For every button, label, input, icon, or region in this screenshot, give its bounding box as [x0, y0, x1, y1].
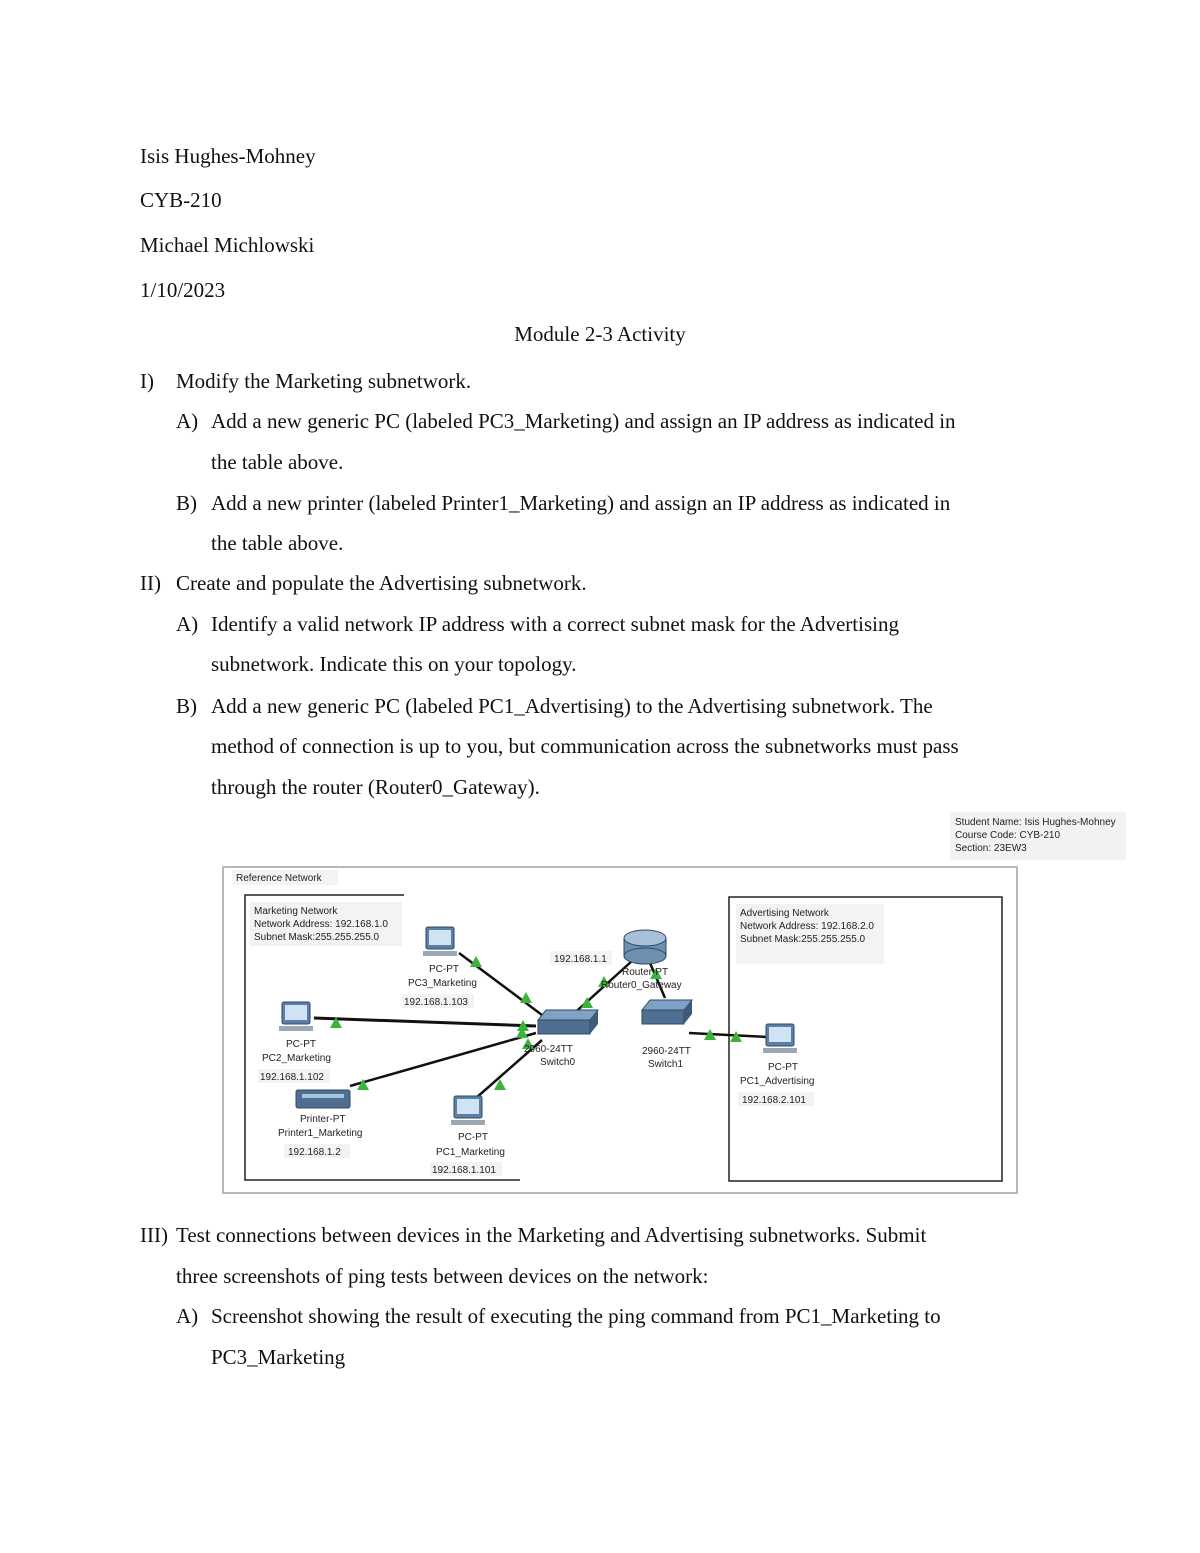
section-iii-a-line1: Screenshot showing the result of executing the ping command from PC1_Marketing to: [211, 1304, 941, 1328]
date: 1/10/2023: [140, 278, 226, 302]
router-type: Router-PT: [622, 967, 669, 978]
course-code: CYB-210: [140, 188, 222, 212]
printer-ip: 192.168.1.2: [288, 1147, 341, 1158]
switch1-icon: [642, 1000, 692, 1024]
cable-pc2-switch0: [314, 1018, 536, 1026]
section-iii-line2: three screenshots of ping tests between devices on the network:: [176, 1264, 709, 1288]
pc3-type: PC-PT: [429, 964, 459, 975]
pcadv-name: PC1_Advertising: [740, 1076, 815, 1087]
pcadv-type: PC-PT: [768, 1062, 798, 1073]
router-name: Router0_Gateway: [601, 980, 682, 991]
section-i-a-line2: the table above.: [211, 450, 344, 474]
student-info-name: Student Name: Isis Hughes-Mohney: [955, 817, 1116, 828]
section-ii-b-label: B): [176, 694, 197, 718]
section-ii-label: II): [140, 571, 161, 595]
student-info-course: Course Code: CYB-210: [955, 830, 1061, 841]
topology-svg: [224, 868, 1016, 1192]
advertising-subnet-mask: Subnet Mask:255.255.255.0: [740, 934, 866, 945]
page-title: Module 2-3 Activity: [514, 322, 686, 346]
pc2-type: PC-PT: [286, 1039, 316, 1050]
section-i-a-label: A): [176, 409, 199, 433]
section-ii-b-line1: Add a new generic PC (labeled PC1_Advertising) to the Advertising subnetwork. The: [211, 694, 933, 718]
section-ii-a-label: A): [176, 612, 199, 636]
student-name: Isis Hughes-Mohney: [140, 144, 316, 168]
reference-network-label: Reference Network: [236, 873, 322, 884]
pc1-advertising-icon: [763, 1024, 797, 1053]
section-i-a-line1: Add a new generic PC (labeled PC3_Marketing) and assign an IP address as indicated in: [211, 409, 956, 433]
pc1-ip: 192.168.1.101: [432, 1165, 496, 1176]
marketing-network-address: Network Address: 192.168.1.0: [254, 919, 388, 930]
switch1-type: 2960-24TT: [642, 1046, 691, 1057]
switch1-name: Switch1: [648, 1059, 684, 1070]
printer-marketing-icon: [296, 1090, 350, 1108]
section-i-b-label: B): [176, 491, 197, 515]
section-i-b-line1: Add a new printer (labeled Printer1_Marketing) and assign an IP address as indicated in: [211, 491, 951, 515]
cable-switch1-pcadv: [689, 1033, 767, 1037]
section-ii-a-line2: subnetwork. Indicate this on your topology.: [211, 652, 577, 676]
pc3-name: PC3_Marketing: [408, 978, 477, 989]
printer-name: Printer1_Marketing: [278, 1128, 363, 1139]
router-ip: 192.168.1.1: [554, 954, 607, 965]
marketing-subnet-mask: Subnet Mask:255.255.255.0: [254, 932, 380, 943]
pc1-type: PC-PT: [458, 1132, 488, 1143]
section-iii-a-label: A): [176, 1304, 199, 1328]
printer-type: Printer-PT: [300, 1114, 346, 1125]
pc2-ip: 192.168.1.102: [260, 1072, 324, 1083]
section-iii-line1: Test connections between devices in the Marketing and Advertising subnetworks. Submit: [176, 1223, 927, 1247]
cable-printer-switch0: [350, 1033, 536, 1086]
section-ii-b-line3: through the router (Router0_Gateway).: [211, 775, 540, 799]
section-iii-a-line2: PC3_Marketing: [211, 1345, 346, 1369]
section-i-label: I): [140, 369, 154, 393]
switch0-icon: [538, 1010, 598, 1034]
pc3-marketing-icon: [423, 927, 457, 956]
pc2-marketing-icon: [279, 1002, 313, 1031]
switch0-name: Switch0: [540, 1057, 576, 1068]
router-icon: [624, 930, 666, 964]
network-topology-diagram: [222, 866, 1018, 1194]
section-ii-b-line2: method of connection is up to you, but communication across the subnetworks must pass: [211, 734, 959, 758]
switch0-type: 2960-24TT: [524, 1044, 573, 1055]
section-ii-a-line1: Identify a valid network IP address with a correct subnet mask for the Advertising: [211, 612, 899, 636]
pc3-ip: 192.168.1.103: [404, 997, 468, 1008]
pc1-marketing-icon: [451, 1096, 485, 1125]
section-ii-text: Create and populate the Advertising subnetwork.: [176, 571, 587, 595]
advertising-network-address: Network Address: 192.168.2.0: [740, 921, 874, 932]
marketing-network-title: Marketing Network: [254, 906, 338, 917]
instructor-name: Michael Michlowski: [140, 233, 315, 257]
section-iii-label: III): [140, 1223, 168, 1247]
link-light: [520, 992, 532, 1003]
student-info-section: Section: 23EW3: [955, 843, 1027, 854]
pc2-name: PC2_Marketing: [262, 1053, 331, 1064]
pc1-name: PC1_Marketing: [436, 1147, 505, 1158]
student-info-box: [950, 812, 1126, 860]
section-i-b-line2: the table above.: [211, 531, 344, 555]
advertising-network-title: Advertising Network: [740, 908, 829, 919]
section-i-text: Modify the Marketing subnetwork.: [176, 369, 472, 393]
pcadv-ip: 192.168.2.101: [742, 1095, 806, 1106]
